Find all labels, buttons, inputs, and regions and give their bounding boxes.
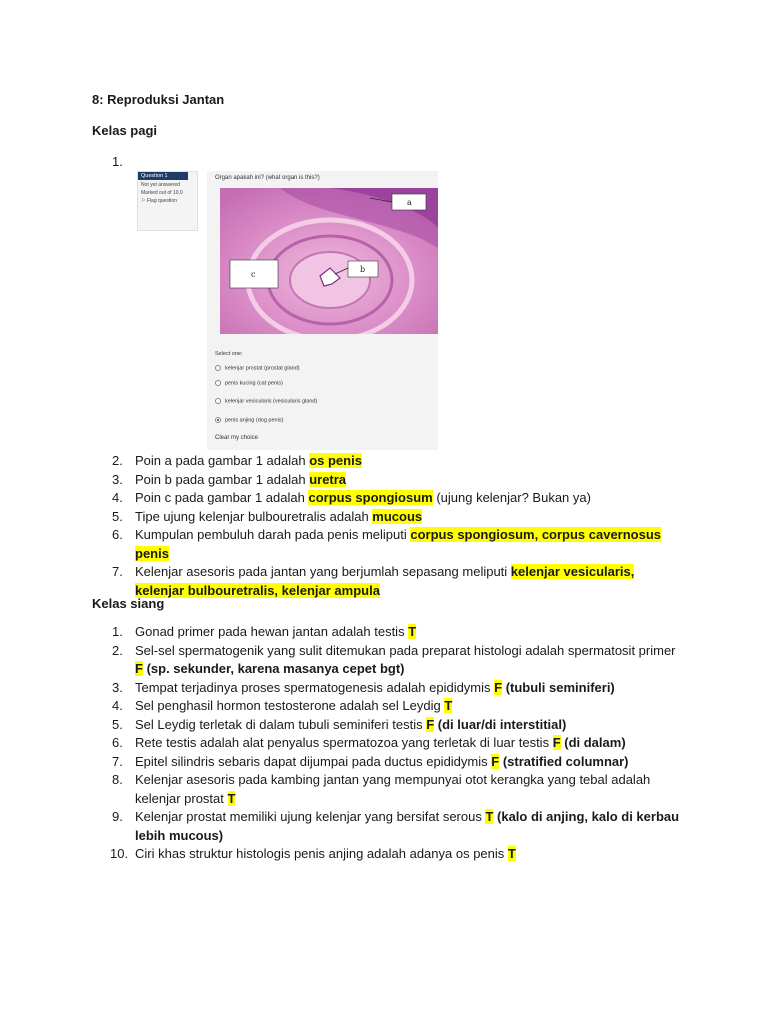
answer-note: (di dalam) <box>560 735 626 750</box>
item-text: Sel penghasil hormon testosterone adalah sel Leydig <box>135 698 445 713</box>
flag-icon: ⚐ <box>141 198 146 204</box>
label-b: b <box>360 265 366 274</box>
quiz-option-3 <box>215 398 317 404</box>
label-c: c <box>251 270 256 279</box>
item-text: Kelenjar asesoris pada kambing jantan yang mempunyai otot kerangka yang tebal adalah kelenjar prostat <box>135 772 651 806</box>
item-text: Tipe ujung kelenjar bulbouretralis adalah <box>135 508 373 524</box>
quiz-option-label: kelenjar vesicularis (vesicularis gland) <box>225 398 318 405</box>
item-number: 3. <box>112 679 123 695</box>
answer-note: (tubuli seminiferi) <box>502 679 615 695</box>
item-number: 1. <box>112 624 123 639</box>
highlighted-answer: kelenjar vesicularis, kelenjar bulbouretralis, kelenjar ampula <box>135 564 635 598</box>
true-false-answer: T <box>485 809 494 824</box>
item-note: (ujung kelenjar? Bukan ya) <box>432 490 591 505</box>
quiz-select-one: Select one: <box>215 351 243 357</box>
label-a: a <box>407 198 412 207</box>
highlighted-answer: corpus spongiosum, corpus cavernosus penis <box>135 527 662 561</box>
list-item <box>92 734 682 753</box>
quiz-status: Not yet answered <box>141 182 180 188</box>
list-item <box>92 508 682 527</box>
list-item <box>92 452 682 471</box>
true-false-answer: T <box>227 790 236 806</box>
true-false-answer: F <box>491 753 500 769</box>
item-number: 7. <box>112 753 123 769</box>
quiz-marked: Marked out of 10.0 <box>141 190 183 196</box>
list-item <box>92 716 682 735</box>
list-item <box>92 153 682 172</box>
highlighted-answer: uretra <box>309 471 347 487</box>
item-number: 4. <box>112 698 123 713</box>
quiz-question-label: Question 1 <box>138 172 188 180</box>
quiz-clear-choice: Clear my choice <box>215 435 259 441</box>
item-text: Poin b pada gambar 1 adalah <box>135 471 310 487</box>
answer-note: (di luar/di interstitial) <box>434 716 567 732</box>
list-item <box>92 679 682 698</box>
radio-icon <box>215 380 221 386</box>
radio-icon <box>215 365 221 371</box>
list-item <box>92 526 682 563</box>
item-text: Ciri khas struktur histologis penis anjing adalah adanya os penis <box>135 846 508 861</box>
quiz-option-label: penis kucing (cat penis) <box>225 380 283 387</box>
highlighted-answer: mucous <box>372 508 423 524</box>
true-false-answer: T <box>444 698 453 713</box>
item-number: 8. <box>112 772 123 787</box>
true-false-answer: T <box>408 624 417 639</box>
list-item <box>92 642 682 679</box>
item-number: 5. <box>112 508 123 524</box>
answer-note: (kalo di anjing, kalo di kerbau lebih mucous) <box>135 809 680 843</box>
list-item <box>92 753 682 772</box>
item-text: Rete testis adalah alat penyalus spermatozoa yang terletak di luar testis <box>135 735 553 750</box>
list-item <box>92 771 682 808</box>
kelas-siang-list <box>92 623 682 864</box>
quiz-option-4 <box>215 417 283 423</box>
item-number: 2. <box>112 642 123 658</box>
quiz-option-label: penis anjing (dog penis) <box>225 417 284 424</box>
item-number: 3. <box>112 471 123 487</box>
item-number: 5. <box>112 716 123 732</box>
kelas-pagi-list <box>92 452 682 600</box>
item-number: 4. <box>112 490 123 505</box>
section-heading-kelas-pagi: Kelas pagi <box>92 123 158 138</box>
item-text: Tempat terjadinya proses spermatogenesis adalah epididymis <box>135 679 495 695</box>
item-number: 10. <box>110 846 129 861</box>
list-item <box>92 563 682 600</box>
item-text: Gonad primer pada hewan jantan adalah testis <box>135 624 409 639</box>
true-false-answer: F <box>135 661 143 676</box>
histology-image <box>220 188 438 334</box>
item-number: 6. <box>112 527 123 542</box>
quiz-flag <box>138 196 197 204</box>
list-item <box>92 471 682 490</box>
item-text: Kelenjar asesoris pada jantan yang berjumlah sepasang meliputi <box>135 564 511 579</box>
true-false-answer: T <box>507 846 516 861</box>
item-text: Epitel silindris sebaris dapat dijumpai pada ductus epididymis <box>135 753 492 769</box>
true-false-answer: F <box>552 735 561 750</box>
answer-note: (sp. sekunder, karena masanya cepet bgt) <box>142 661 405 676</box>
item-number: 1. <box>112 154 123 169</box>
radio-selected-icon <box>215 417 221 423</box>
quiz-question-text: Organ apakah ini? (what organ is this?) <box>215 175 320 181</box>
true-false-answer: F <box>426 716 435 732</box>
answer-note: (stratified columnar) <box>499 753 629 769</box>
kelas-pagi-first-item <box>92 153 682 172</box>
item-text: Poin a pada gambar 1 adalah <box>135 453 310 468</box>
item-number: 6. <box>112 735 123 750</box>
highlighted-answer: corpus spongiosum <box>308 490 433 505</box>
item-number: 7. <box>112 564 123 579</box>
list-item <box>92 697 682 716</box>
quiz-option-label: kelenjar prostat (prostat gland) <box>225 365 300 372</box>
highlighted-answer: os penis <box>309 453 362 468</box>
list-item <box>92 489 682 508</box>
list-item <box>92 845 682 864</box>
item-text: Sel-sel spermatogenik yang sulit ditemukan pada preparat histologi adalah spermatosit primer <box>135 642 676 658</box>
document-title: 8: Reproduksi Jantan <box>92 92 225 107</box>
true-false-answer: F <box>494 679 503 695</box>
item-text: Kumpulan pembuluh darah pada penis meliputi <box>135 527 411 542</box>
list-item <box>92 808 682 845</box>
item-text: Sel Leydig terletak di dalam tubuli seminiferi testis <box>135 716 427 732</box>
item-number: 9. <box>112 809 123 824</box>
quiz-flag-label: Flag question <box>146 198 177 204</box>
item-text: Poin c pada gambar 1 adalah <box>135 490 309 505</box>
quiz-option-1 <box>215 365 300 371</box>
section-heading-kelas-siang: Kelas siang <box>92 596 165 611</box>
list-item <box>92 623 682 642</box>
quiz-option-2 <box>215 380 283 386</box>
item-text: Kelenjar prostat memiliki ujung kelenjar yang bersifat serous <box>135 809 486 824</box>
radio-icon <box>215 398 221 404</box>
item-number: 2. <box>112 453 123 468</box>
quiz-info-card <box>137 171 198 231</box>
